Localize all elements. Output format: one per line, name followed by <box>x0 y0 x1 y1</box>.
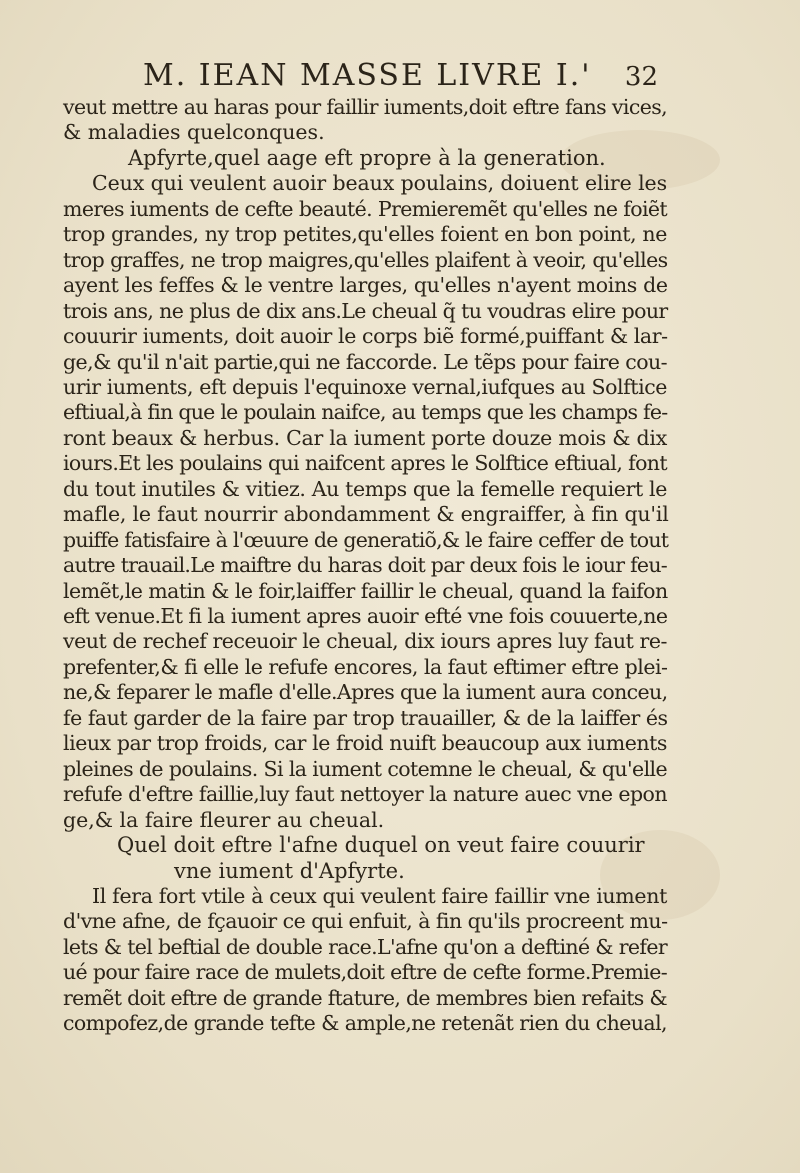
text-line: ront beaux & herbus. Car la iument porte douze mois & dix <box>63 425 667 450</box>
text-line: du tout inutiles & vitiez. Au temps que la femelle requiert le <box>63 476 667 501</box>
text-line: lemẽt,le matin & le foir,laiffer faillir le cheual, quand la faifon <box>63 578 668 603</box>
page-header <box>143 58 658 94</box>
text-line: meres iuments de cefte beauté. Premieremẽt qu'elles ne foiẽt <box>63 196 667 221</box>
chapter-heading-line: Quel doit eftre l'afne duquel on veut faire couurir <box>117 833 645 858</box>
text-line: ge,& la faire fleurer au cheual. <box>63 807 385 832</box>
text-line: ne,& feparer le mafle d'elle.Apres que la iument aura conceu, <box>63 680 668 705</box>
text-line: mafle, le faut nourrir abondamment & engraiffer, à fin qu'il <box>63 502 669 527</box>
text-line: Ceux qui veulent auoir beaux poulains, doiuent elire les <box>92 171 667 196</box>
chapter-heading-line: Apfyrte,quel aage eft propre à la generation. <box>128 145 606 170</box>
text-line: remẽt doit eftre de grande ftature, de membres bien refaits & <box>63 985 667 1010</box>
text-line: veut de rechef receuoir le cheual, dix iours apres luy faut re- <box>63 629 667 654</box>
text-line: puiffe fatisfaire à l'œuure de generatiõ,& le faire ceffer de tout <box>63 527 669 552</box>
page-number: 32 <box>624 62 658 92</box>
text-line: couurir iuments, doit auoir le corps biẽ formé,puiffant & lar- <box>63 324 668 349</box>
text-line: fe faut garder de la faire par trop trauailler, & de la laiffer és <box>63 705 668 730</box>
text-line: trois ans, ne plus de dix ans.Le cheual q̃ tu voudras elire pour <box>63 298 668 323</box>
text-line: autre trauail.Le maiftre du haras doit par deux fois le iour feu- <box>63 553 667 578</box>
text-line: Il fera fort vtile à ceux qui veulent faire faillir vne iument <box>92 883 667 908</box>
text-line: pleines de poulains. Si la iument cotemne le cheual, & qu'elle <box>63 756 667 781</box>
text-line: eftiual,à fin que le poulain naifce, au temps que les champs fe- <box>63 400 668 425</box>
text-line: refufe d'eftre faillie,luy faut nettoyer la nature auec vne epon <box>63 782 667 807</box>
text-line: ayent les feffes & le ventre larges, qu'elles n'ayent moins de <box>63 273 668 298</box>
text-line: ge,& qu'il n'ait partie,qui ne faccorde. Le tẽps pour faire cou- <box>63 349 667 374</box>
text-line: compofez,de grande tefte & ample,ne retenãt rien du cheual, <box>63 1011 667 1036</box>
text-line: lets & tel beftial de double race.L'afne qu'on a deftiné & refer <box>63 934 667 959</box>
text-line: iours.Et les poulains qui naifcent apres le Solftice eftiual, font <box>63 451 667 476</box>
running-head: M. IEAN MASSE LIVRE I.' <box>143 58 592 93</box>
text-line: & maladies quelconques. <box>63 120 325 145</box>
chapter-heading-line: vne iument d'Apfyrte. <box>174 858 405 883</box>
text-line: prefenter,& fi elle le refufe encores, la faut eftimer eftre plei- <box>63 654 668 679</box>
text-line: trop grandes, ny trop petites,qu'elles foient en bon point, ne <box>63 222 667 247</box>
text-line: d'vne afne, de fçauoir ce qui enfuit, à fin qu'ils procreent mu- <box>63 909 668 934</box>
text-line: lieux par trop froids, car le froid nuift beaucoup aux iuments <box>63 731 667 756</box>
text-line: trop graffes, ne trop maigres,qu'elles plaifent à veoir, qu'elles <box>63 247 668 272</box>
text-line: urir iuments, eft depuis l'equinoxe vernal,iufques au Solftice <box>63 374 667 399</box>
text-line: veut mettre au haras pour faillir iuments,doit eftre fans vices, <box>63 95 667 119</box>
text-line: eft venue.Et fi la iument apres auoir efté vne fois couuerte,ne <box>63 604 668 628</box>
text-line: ué pour faire race de mulets,doit eftre de cefte forme.Premie- <box>63 960 667 985</box>
